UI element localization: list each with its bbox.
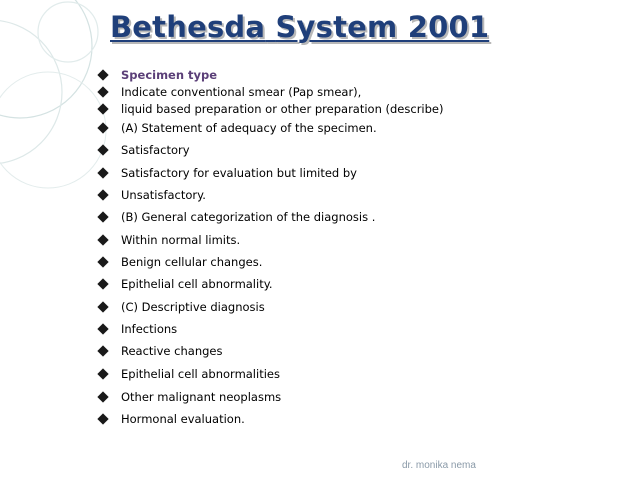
slide-title xyxy=(110,10,489,44)
bullet-item: (C) Descriptive diagnosis xyxy=(99,299,265,315)
deco-circle-mid xyxy=(0,20,62,164)
bullet-item: Satisfactory xyxy=(99,142,190,158)
bullet-item: Infections xyxy=(99,321,177,337)
footer-author: dr. monika nema xyxy=(402,460,476,471)
bullet-item: Hormonal evaluation. xyxy=(99,411,245,427)
bullet-item: liquid based preparation or other preparation (describe) xyxy=(99,101,443,117)
bullet-item: Epithelial cell abnormality. xyxy=(99,276,273,292)
bullet-item: Satisfactory for evaluation but limited by xyxy=(99,165,357,181)
bullet-item: (B) General categorization of the diagnosis . xyxy=(99,209,375,225)
title-word-system: System 2001 xyxy=(275,10,490,44)
bullet-item: Unsatisfactory. xyxy=(99,187,206,203)
bullet-item: Indicate conventional smear (Pap smear), xyxy=(99,84,361,100)
bullet-item: Specimen type xyxy=(99,67,217,83)
bullet-item: Epithelial cell abnormalities xyxy=(99,366,280,382)
deco-circle-large xyxy=(0,0,92,118)
deco-circle-small xyxy=(38,2,98,62)
bullet-item: Reactive changes xyxy=(99,343,222,359)
deco-circle-arc xyxy=(0,72,106,188)
bullet-item: (A) Statement of adequacy of the specimen. xyxy=(99,120,377,136)
title-word-bethesda: Bethesda xyxy=(110,10,266,44)
bullet-item: Benign cellular changes. xyxy=(99,254,262,270)
bullet-item: Within normal limits. xyxy=(99,232,240,248)
bullet-item: Other malignant neoplasms xyxy=(99,389,281,405)
